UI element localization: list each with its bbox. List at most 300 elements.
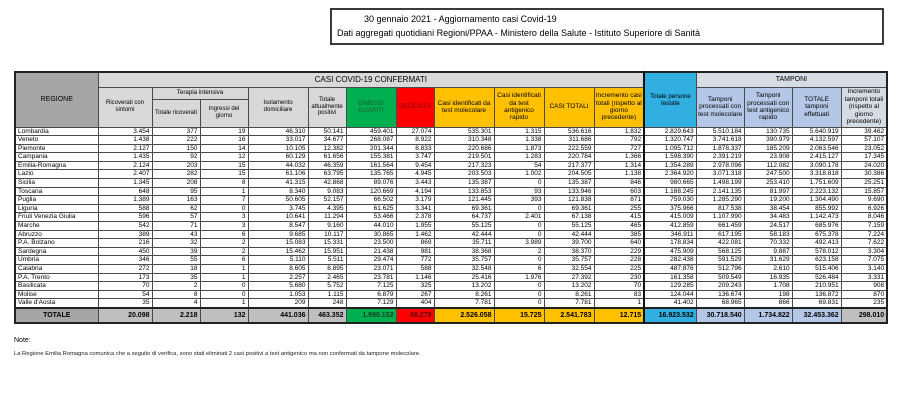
value-cell: 124.044 [644, 290, 696, 299]
value-cell: 5.752 [308, 282, 346, 291]
value-cell: 15.462 [248, 247, 308, 256]
region-name-cell: Campania [15, 153, 98, 162]
region-name-cell: Friuli Venezia Giulia [15, 213, 98, 222]
value-cell: 1.389 [98, 196, 152, 205]
value-cell: 1.146 [396, 273, 434, 282]
value-cell: 512.796 [696, 265, 744, 274]
value-cell: 32.554 [544, 265, 594, 274]
totale-value-cell: 1.990.152 [346, 308, 396, 323]
value-cell: 4.132.597 [792, 136, 841, 145]
value-cell: 415.009 [644, 213, 696, 222]
value-cell: 83 [594, 290, 644, 299]
value-cell: 603 [594, 187, 644, 196]
value-cell: 1.366 [594, 153, 644, 162]
value-cell: 866 [744, 299, 792, 308]
value-cell: 282.438 [644, 256, 696, 265]
value-cell: 267 [396, 290, 434, 299]
region-name-cell: Lombardia [15, 127, 98, 136]
value-cell: 542 [98, 222, 152, 231]
value-cell: 12 [200, 153, 248, 162]
value-cell: 7.224 [841, 230, 887, 239]
value-cell: 870 [841, 290, 887, 299]
value-cell: 588 [98, 204, 152, 213]
value-cell: 23.500 [346, 239, 396, 248]
value-cell: 492.413 [792, 239, 841, 248]
value-cell: 3.741.618 [696, 136, 744, 145]
totale-value-cell: 2.526.058 [434, 308, 494, 323]
value-cell: 50.605 [248, 196, 308, 205]
value-cell: 377 [152, 127, 200, 136]
value-cell: 30.386 [841, 170, 887, 179]
value-cell: 204.505 [544, 170, 594, 179]
value-cell: 14 [200, 144, 248, 153]
value-cell: 135.765 [346, 170, 396, 179]
value-cell: 9.690 [841, 196, 887, 205]
value-cell: 46.310 [248, 127, 308, 136]
value-cell: 1.751.609 [792, 179, 841, 188]
value-cell: 685.976 [792, 222, 841, 231]
value-cell: 5.510.184 [696, 127, 744, 136]
value-cell: 1.345 [98, 179, 152, 188]
value-cell: 255 [594, 204, 644, 213]
header-casi-molecolare: Casi identificati da test molecolare [434, 87, 494, 127]
value-cell: 282 [152, 170, 200, 179]
value-cell: 13.202 [434, 282, 494, 291]
value-cell: 43 [152, 230, 200, 239]
value-cell: 228 [594, 256, 644, 265]
value-cell: 64.737 [434, 213, 494, 222]
value-cell: 1.878.337 [696, 144, 744, 153]
value-cell: 15.331 [308, 239, 346, 248]
value-cell: 55.125 [434, 222, 494, 231]
value-cell: 60.129 [248, 153, 308, 162]
value-cell: 1 [594, 299, 644, 308]
value-cell: 220.784 [544, 153, 594, 162]
value-cell: 23.781 [346, 273, 396, 282]
table-row [15, 299, 887, 308]
value-cell: 475.909 [644, 247, 696, 256]
value-cell: 57 [152, 213, 200, 222]
value-cell: 2.465 [308, 273, 346, 282]
totale-value-cell: 2.541.783 [544, 308, 594, 323]
value-cell: 4.945 [396, 170, 434, 179]
value-cell: 3 [200, 222, 248, 231]
value-cell: 675.378 [792, 230, 841, 239]
value-cell: 155.381 [346, 153, 396, 162]
region-name-cell: Veneto [15, 136, 98, 145]
totale-value-cell: 1.734.822 [744, 308, 792, 323]
value-cell: 0 [494, 290, 544, 299]
value-cell: 727 [594, 144, 644, 153]
value-cell: 57.107 [841, 136, 887, 145]
value-cell: 17.345 [841, 153, 887, 162]
value-cell: 1.095.712 [644, 144, 696, 153]
value-cell: 15 [200, 170, 248, 179]
value-cell: 1 [200, 273, 248, 282]
region-name-cell: P.A. Trento [15, 273, 98, 282]
value-cell: 16.935 [744, 273, 792, 282]
value-cell: 0 [200, 290, 248, 299]
value-cell: 50.141 [308, 127, 346, 136]
region-name-cell: P.A. Bolzano [15, 239, 98, 248]
value-cell: 54 [98, 290, 152, 299]
value-cell: 42.444 [434, 230, 494, 239]
value-cell: 15.951 [308, 247, 346, 256]
region-name-cell: Umbria [15, 256, 98, 265]
value-cell: 38.370 [544, 247, 594, 256]
table-row [15, 213, 887, 222]
value-cell: 515.406 [792, 265, 841, 274]
value-cell: 62 [152, 204, 200, 213]
value-cell: 2.223.132 [792, 187, 841, 196]
value-cell: 23.071 [346, 265, 396, 274]
value-cell: 121.445 [434, 196, 494, 205]
value-cell: 310.348 [434, 136, 494, 145]
value-cell: 133.946 [544, 187, 594, 196]
value-cell: 3.454 [98, 127, 152, 136]
table-row [15, 144, 887, 153]
header-ricoverati: Ricoverati con sintomi [98, 87, 152, 127]
value-cell: 2 [200, 239, 248, 248]
value-cell: 42.444 [544, 230, 594, 239]
value-cell: 173 [98, 273, 152, 282]
value-cell: 253.410 [744, 179, 792, 188]
value-cell: 0 [200, 282, 248, 291]
value-cell: 248 [308, 299, 346, 308]
header-casi-totali: CASI TOTALI [544, 87, 594, 127]
value-cell: 2.141.135 [696, 187, 744, 196]
value-cell: 203 [152, 161, 200, 170]
value-cell: 21.438 [346, 247, 396, 256]
value-cell: 415 [594, 213, 644, 222]
value-cell: 93 [494, 187, 544, 196]
value-cell: 7.159 [841, 222, 887, 231]
table-row [15, 247, 887, 256]
value-cell: 2 [200, 247, 248, 256]
value-cell: 1.598.390 [644, 153, 696, 162]
value-cell: 27.074 [396, 127, 434, 136]
header-dimessi-guariti: DIMESSI GUARITI [346, 87, 396, 127]
totale-label-cell: TOTALE [15, 308, 98, 323]
value-cell: 1.955 [396, 222, 434, 231]
value-cell: 9.454 [396, 161, 434, 170]
table-row [15, 161, 887, 170]
value-cell: 7.075 [841, 256, 887, 265]
value-cell: 120.669 [346, 187, 396, 196]
header-regione: REGIONE [15, 72, 98, 127]
header-casi-antigenico: Casi identificati da test antigenico rapido [494, 87, 544, 127]
value-cell: 0 [494, 222, 544, 231]
value-cell: 1.283 [494, 153, 544, 162]
value-cell: 42.868 [308, 179, 346, 188]
value-cell: 1 [200, 265, 248, 274]
value-cell: 792 [594, 136, 644, 145]
value-cell: 44.010 [346, 222, 396, 231]
report-subtitle: Dati aggregati quotidiani Regioni/PPAA - Ministero della Salute - Istituto Superiore di Sanità [337, 28, 701, 38]
value-cell: 393 [494, 196, 544, 205]
value-cell: 34.677 [308, 136, 346, 145]
value-cell: 869 [396, 239, 434, 248]
value-cell: 161.358 [644, 273, 696, 282]
value-cell: 10.641 [248, 213, 308, 222]
value-cell: 1.107.990 [696, 213, 744, 222]
value-cell: 8.261 [434, 290, 494, 299]
value-cell: 66.502 [346, 196, 396, 205]
value-cell: 229 [594, 247, 644, 256]
totale-value-cell: 132 [200, 308, 248, 323]
value-cell: 35 [98, 299, 152, 308]
value-cell: 2.127 [98, 144, 152, 153]
value-cell: 9.083 [308, 187, 346, 196]
value-cell: 31.629 [744, 256, 792, 265]
value-cell: 35.757 [544, 256, 594, 265]
value-cell: 871 [594, 196, 644, 205]
value-cell: 8.922 [396, 136, 434, 145]
value-cell: 61.106 [248, 170, 308, 179]
value-cell: 55 [152, 256, 200, 265]
value-cell: 1.188.245 [644, 187, 696, 196]
value-cell: 8.833 [396, 144, 434, 153]
value-cell: 222.559 [544, 144, 594, 153]
value-cell: 487.876 [644, 265, 696, 274]
table-row [15, 127, 887, 136]
table-row [15, 290, 887, 299]
header-terapia-intensiva: Terapia intensiva [152, 87, 248, 99]
value-cell: 133.853 [434, 187, 494, 196]
value-cell: 27.392 [544, 273, 594, 282]
value-cell: 375.966 [644, 204, 696, 213]
value-cell: 1.115 [308, 290, 346, 299]
value-cell: 2.257 [248, 273, 308, 282]
value-cell: 8.605 [248, 265, 308, 274]
table-row [15, 265, 887, 274]
value-cell: 35.711 [434, 239, 494, 248]
value-cell: 58.183 [744, 230, 792, 239]
region-name-cell: Marche [15, 222, 98, 231]
value-cell: 185.209 [744, 144, 792, 153]
value-cell: 15.857 [841, 187, 887, 196]
value-cell: 7.125 [346, 282, 396, 291]
value-cell: 3.179 [396, 196, 434, 205]
value-cell: 2 [152, 282, 200, 291]
value-cell: 591.529 [696, 256, 744, 265]
header-totale-ricoverati: Totale ricoverati [152, 99, 200, 127]
value-cell: 217.377 [544, 161, 594, 170]
value-cell: 1.053 [248, 290, 308, 299]
region-name-cell: Puglia [15, 196, 98, 205]
value-cell: 8.046 [841, 213, 887, 222]
value-cell: 136.872 [792, 290, 841, 299]
value-cell: 2.124 [98, 161, 152, 170]
value-cell: 3.747 [396, 153, 434, 162]
value-cell: 509.549 [696, 273, 744, 282]
header-tamponi-banner: TAMPONI [696, 72, 887, 87]
value-cell: 578.012 [792, 247, 841, 256]
value-cell: 981 [396, 247, 434, 256]
value-cell: 6 [494, 265, 544, 274]
value-cell: 198 [744, 290, 792, 299]
value-cell: 0 [494, 282, 544, 291]
value-cell: 1.315 [494, 127, 544, 136]
value-cell: 29.474 [346, 256, 396, 265]
value-cell: 52.157 [308, 196, 346, 205]
value-cell: 1.708 [744, 282, 792, 291]
value-cell: 9.160 [308, 222, 346, 231]
value-cell: 8 [152, 290, 200, 299]
table-row [15, 239, 887, 248]
totale-value-cell: 463.352 [308, 308, 346, 323]
value-cell: 34.483 [744, 213, 792, 222]
value-cell: 219.501 [434, 153, 494, 162]
value-cell: 136.674 [696, 290, 744, 299]
value-cell: 55.125 [544, 222, 594, 231]
value-cell: 13.202 [544, 282, 594, 291]
table-row [15, 230, 887, 239]
value-cell: 95 [152, 187, 200, 196]
value-cell: 33.017 [248, 136, 308, 145]
value-cell: 268.087 [346, 136, 396, 145]
value-cell: 3.443 [396, 179, 434, 188]
value-cell: 7.781 [544, 299, 594, 308]
value-cell: 346 [98, 256, 152, 265]
value-cell: 3.090.178 [792, 161, 841, 170]
value-cell: 2.063.546 [792, 144, 841, 153]
value-cell: 2 [494, 247, 544, 256]
value-cell: 70 [98, 282, 152, 291]
value-cell: 81.997 [744, 187, 792, 196]
value-cell: 68.965 [696, 299, 744, 308]
value-cell: 1.314 [594, 161, 644, 170]
value-cell: 5.680 [248, 282, 308, 291]
value-cell: 3.318.818 [792, 170, 841, 179]
value-cell: 69.361 [544, 204, 594, 213]
value-cell: 465 [594, 222, 644, 231]
value-cell: 3.304 [841, 247, 887, 256]
value-cell: 92 [152, 153, 200, 162]
value-cell: 1.354.289 [644, 161, 696, 170]
region-name-cell: Abruzzo [15, 230, 98, 239]
value-cell: 30.865 [346, 230, 396, 239]
value-cell: 1.142.473 [792, 213, 841, 222]
region-name-cell: Valle d'Aosta [15, 299, 98, 308]
value-cell: 32.548 [434, 265, 494, 274]
value-cell: 19 [200, 127, 248, 136]
value-cell: 450 [98, 247, 152, 256]
value-cell: 61.656 [308, 153, 346, 162]
value-cell: 235 [841, 299, 887, 308]
value-cell: 6.879 [346, 290, 396, 299]
title-box [330, 8, 884, 45]
value-cell: 7.781 [434, 299, 494, 308]
value-cell: 8.547 [248, 222, 308, 231]
header-casi-confermati-banner: CASI COVID-19 CONFERMATI [98, 72, 644, 87]
value-cell: 1.338 [494, 136, 544, 145]
value-cell: 53.466 [346, 213, 396, 222]
value-cell: 25.416 [434, 273, 494, 282]
value-cell: 71 [152, 222, 200, 231]
value-cell: 44.032 [248, 161, 308, 170]
value-cell: 459.401 [346, 127, 396, 136]
value-cell: 2.415.127 [792, 153, 841, 162]
value-cell: 70 [594, 282, 644, 291]
value-cell: 3 [200, 213, 248, 222]
value-cell: 1.304.490 [792, 196, 841, 205]
table-row [15, 179, 887, 188]
table-row [15, 256, 887, 265]
value-cell: 67.138 [544, 213, 594, 222]
totale-value-cell: 298.010 [841, 308, 887, 323]
value-cell: 163 [152, 196, 200, 205]
value-cell: 225 [594, 265, 644, 274]
totale-row [15, 308, 887, 323]
value-cell: 63.795 [308, 170, 346, 179]
value-cell: 203.503 [434, 170, 494, 179]
value-cell: 1.320.747 [644, 136, 696, 145]
value-cell: 3.989 [494, 239, 544, 248]
value-cell: 1.873 [494, 144, 544, 153]
value-cell: 272 [98, 265, 152, 274]
totale-value-cell: 16.923.532 [644, 308, 696, 323]
value-cell: 3.341 [396, 204, 434, 213]
value-cell: 346.911 [644, 230, 696, 239]
value-cell: 135.387 [434, 179, 494, 188]
value-cell: 15 [200, 161, 248, 170]
totale-value-cell: 30.718.540 [696, 308, 744, 323]
note-text: La Regione Emilia Romagna comunica che a seguito di verifica, sono stati eliminati 2 casi positivi a test antigenico ma non confermati da tampone molecolare. [14, 351, 421, 357]
value-cell: 89.076 [346, 179, 396, 188]
value-cell: 3.071.318 [696, 170, 744, 179]
value-cell: 54 [494, 161, 544, 170]
value-cell: 222 [152, 136, 200, 145]
value-cell: 38.368 [434, 247, 494, 256]
value-cell: 35 [152, 273, 200, 282]
region-name-cell: Liguria [15, 204, 98, 213]
value-cell: 8.261 [544, 290, 594, 299]
value-cell: 1.462 [396, 230, 434, 239]
value-cell: 70.332 [744, 239, 792, 248]
value-cell: 69.361 [434, 204, 494, 213]
value-cell: 846 [594, 179, 644, 188]
value-cell: 980.665 [644, 179, 696, 188]
header-tamponi-antigenico: Tamponi processati con test antigenico rapido [744, 87, 792, 127]
value-cell: 1.435 [98, 153, 152, 162]
value-cell: 39.462 [841, 127, 887, 136]
value-cell: 121.838 [544, 196, 594, 205]
value-cell: 6 [200, 230, 248, 239]
value-cell: 4 [152, 299, 200, 308]
totale-value-cell: 2.218 [152, 308, 200, 323]
value-cell: 15.083 [248, 239, 308, 248]
value-cell: 588 [396, 265, 434, 274]
value-cell: 623.158 [792, 256, 841, 265]
value-cell: 247.500 [744, 170, 792, 179]
totale-value-cell: 88.279 [396, 308, 434, 323]
value-cell: 61.625 [346, 204, 396, 213]
value-cell: 209 [248, 299, 308, 308]
value-cell: 5.640.919 [792, 127, 841, 136]
covid-data-table [14, 71, 888, 324]
value-cell: 112.082 [744, 161, 792, 170]
value-cell: 7 [200, 196, 248, 205]
header-deceduti: DECEDUTI [396, 87, 434, 127]
value-cell: 217.323 [434, 161, 494, 170]
table-row [15, 153, 887, 162]
table-row [15, 273, 887, 282]
value-cell: 201.344 [346, 144, 396, 153]
value-cell: 18 [152, 265, 200, 274]
value-cell: 9.685 [248, 230, 308, 239]
value-cell: 0 [200, 204, 248, 213]
